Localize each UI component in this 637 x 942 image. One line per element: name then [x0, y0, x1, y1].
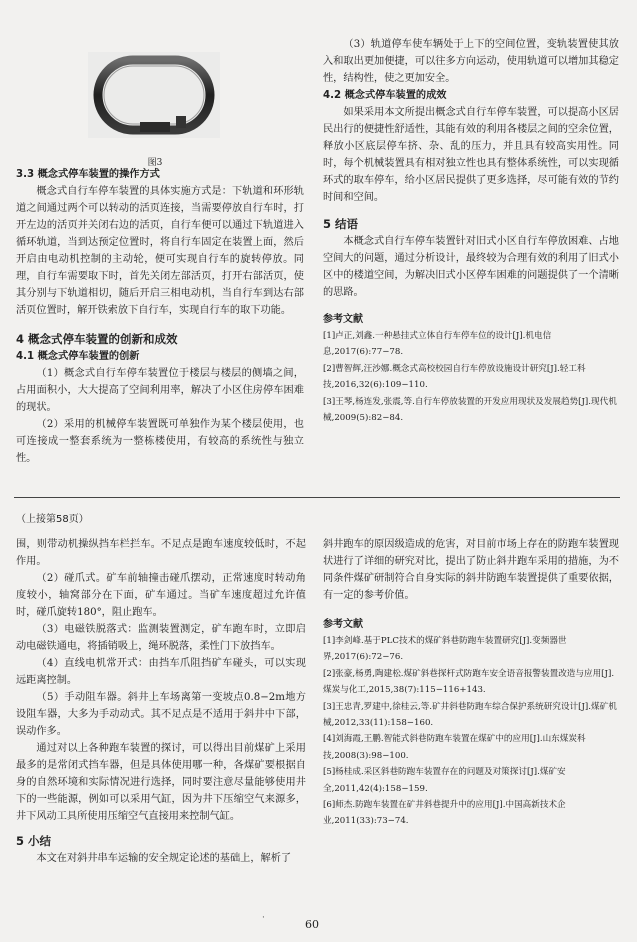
paragraph: （1）概念式自行车停车装置位于楼层与楼层的侧墙之间，占用面积小，大大提高了空间利用率，解决了小区住房停车困难的现状。	[16, 368, 304, 413]
figure-caption: 图3	[147, 158, 163, 168]
section-3-3-title: 3.3 概念式停车装置的操作方式	[16, 169, 160, 180]
section-4-title: 4 概念式停车装置的创新和成效	[16, 332, 178, 346]
paragraph: （2）碰爪式。矿车前轴撞击碰爪摆动，正常速度时转动角度较小，轴窝部分在下面，矿车通过。当矿车速度超过允许值时，碰爪旋转180°，阻止跑车。	[16, 573, 306, 618]
paragraph: （3）轨道停车使车辆处于上下的空间位置，变轨装置使其放入和取出更加便捷，可以往多方向运动，使用轨道可以增加其稳定性，结构性，使之更加安全。	[323, 39, 619, 84]
reference-item: [2]曹智辉,汪沙娜.概念式高校校园自行车停放设施设计研究[J].轻工科技,2016,32(6):109−110.	[323, 363, 586, 391]
reference-item: [5]杨桂成.采区斜巷防跑车装置存在的问题及对策探讨[J].煤矿安全,2011,42(4):158−159.	[323, 767, 566, 794]
figure-3-ring-device	[88, 52, 220, 138]
section-4-1-title: 4.1 概念式停车装置的创新	[16, 351, 140, 362]
paragraph: （2）采用的机械停车装置既可单独作为某个楼层使用，也可连接成一整套系统为一整栋楼使用，有较高的系统性与独立性。	[16, 419, 304, 464]
right-column-top	[323, 36, 619, 426]
reference-item: [3]王忠青,罗建中,徐桂云,等.矿井斜巷防跑车综合保护系统研究设计[J].煤矿机械,2012,33(11):158−160.	[323, 701, 617, 729]
paragraph: 本文在对斜井串车运输的安全规定论述的基础上，解析了	[36, 853, 292, 864]
reference-list	[323, 328, 619, 426]
paragraph: 围，则带动机操纵挡车栏拦车。不足点是跑车速度较低时，不起作用。	[16, 539, 306, 567]
section-5-summary-title: 5 小结	[16, 834, 52, 848]
continued-from-label: （上接第58页）	[16, 514, 89, 525]
paragraph: （4）直线电机常开式：由挡车爪阻挡矿车碰头，可以实现远距离控制。	[16, 658, 306, 686]
paragraph: 通过对以上各种跑车装置的探讨，可以得出目前煤矿上采用最多的是常闭式挡车器，但是具体使用哪一种，各煤矿要根据自身的自然环境和实际情况进行选择，同时要注意尽量能够使用井下的一些能源，例如可以采用气缸，因为井下压缩空气来源多，井下风动工具所使用压缩空气直接用来控制气缸。	[16, 743, 306, 822]
section-4-2-title: 4.2 概念式停车装置的成效	[323, 90, 447, 101]
paragraph: （5）手动阻车器。斜井上车场离第一变坡点0.8−2m地方设阻车器，大多为手动动式。其不足点是不适用于斜井中下部，误动作多。	[16, 692, 306, 737]
reference-item: [6]师杰.防跑车装置在矿井斜巷提升中的应用[J].中国高新技术企业,2011(33):73−74.	[323, 800, 566, 827]
dot-mark: ·	[262, 913, 265, 923]
reference-item: [3]王琴,杨连发,张震,等.自行车停放装置的开发应用现状及发展趋势[J].现代机械,2009(5):82−84.	[323, 396, 617, 424]
references-title: 参考文献	[323, 314, 363, 325]
left-column-top	[16, 166, 304, 467]
paragraph: 本概念式自行车停车装置针对旧式小区自行车停放困难、占地空间大的问题，通过分析设计，最终较为合理有效的利用了旧式小区中的楼道空间，为解决旧式小区停车困难的问题提供了一个清晰的思路。	[323, 236, 619, 298]
left-column-bottom	[16, 536, 306, 867]
page-number: 60	[305, 918, 319, 931]
reference-list	[323, 633, 619, 830]
paragraph: （3）电磁铁脱落式：监测装置测定，矿车跑车时，立即启动电磁铁通电，将插销吸上，绳环脱落，柔性门下放挡车。	[16, 624, 306, 652]
section-5-title: 5 结语	[323, 217, 359, 231]
reference-item: [4]刘海霞,王鹏.智能式斜巷防跑车装置在煤矿中的应用[J].山东煤炭科技,2008(3):98−100.	[323, 734, 586, 761]
reference-item: [1]李剑峰.基于PLC技术的煤矿斜巷防跑车装置研究[J].变频器世界,2017(6):72−76.	[323, 636, 567, 663]
references-title: 参考文献	[323, 619, 363, 630]
right-column-bottom	[323, 536, 619, 830]
paragraph: 如果采用本文所提出概念式自行车停车装置，可以提高小区居民出行的便捷性舒适性，其能有效的利用各楼层之间的空余位置，释放小区底层停车挤、杂、乱的压力，并且具有较高实用性。同时，每个机械装置具有相对独立性也具有整体系统性，可以实现循环式的取车停车，给小区居民提供了更多选择，尽可能有效的节约时间和空间。	[323, 107, 619, 203]
reference-item: [1]卢正,刘鑫.一种悬挂式立体自行车停车位的设计[J].机电信息,2017(6):77−78.	[323, 331, 552, 358]
paragraph: 概念式自行车停车装置的具体实施方式是：下轨道和环形轨道之间通过两个可以转动的活页连接，当需要停放自行车时，打开左边的活页并关闭右边的活页，自行车便可以通过下轨道进入循环轨道，当到达预定位置时，将自行车固定在装置上面，然后开启由电动机控制的主动轮，便可实现自行车的旋转停放。同理，自行车需要取下时，首先关闭左部活页，打开右部活页，使其分别与下轨道相切，随后开启三相电动机，当自行车到达右部活页位置时，解开铁索放下自行车，实现自行车的取下功能。	[16, 186, 304, 316]
reference-item: [2]张豪,杨勇,陶建松.煤矿斜巷探杆式防跑车安全语音报警装置改造与应用[J].煤炭与化工,2015,38(7):115−116+143.	[323, 668, 615, 696]
paragraph: 斜井跑车的原因级造成的危害，对目前市场上存在的防跑车装置现状进行了详细的研究对比，提出了防止斜井跑车采用的措施，为不同条件煤矿研制符合自身实际的斜井防跑车装置提供了重要依据，有一定的参考价值。	[323, 539, 619, 601]
section-divider	[14, 497, 620, 498]
